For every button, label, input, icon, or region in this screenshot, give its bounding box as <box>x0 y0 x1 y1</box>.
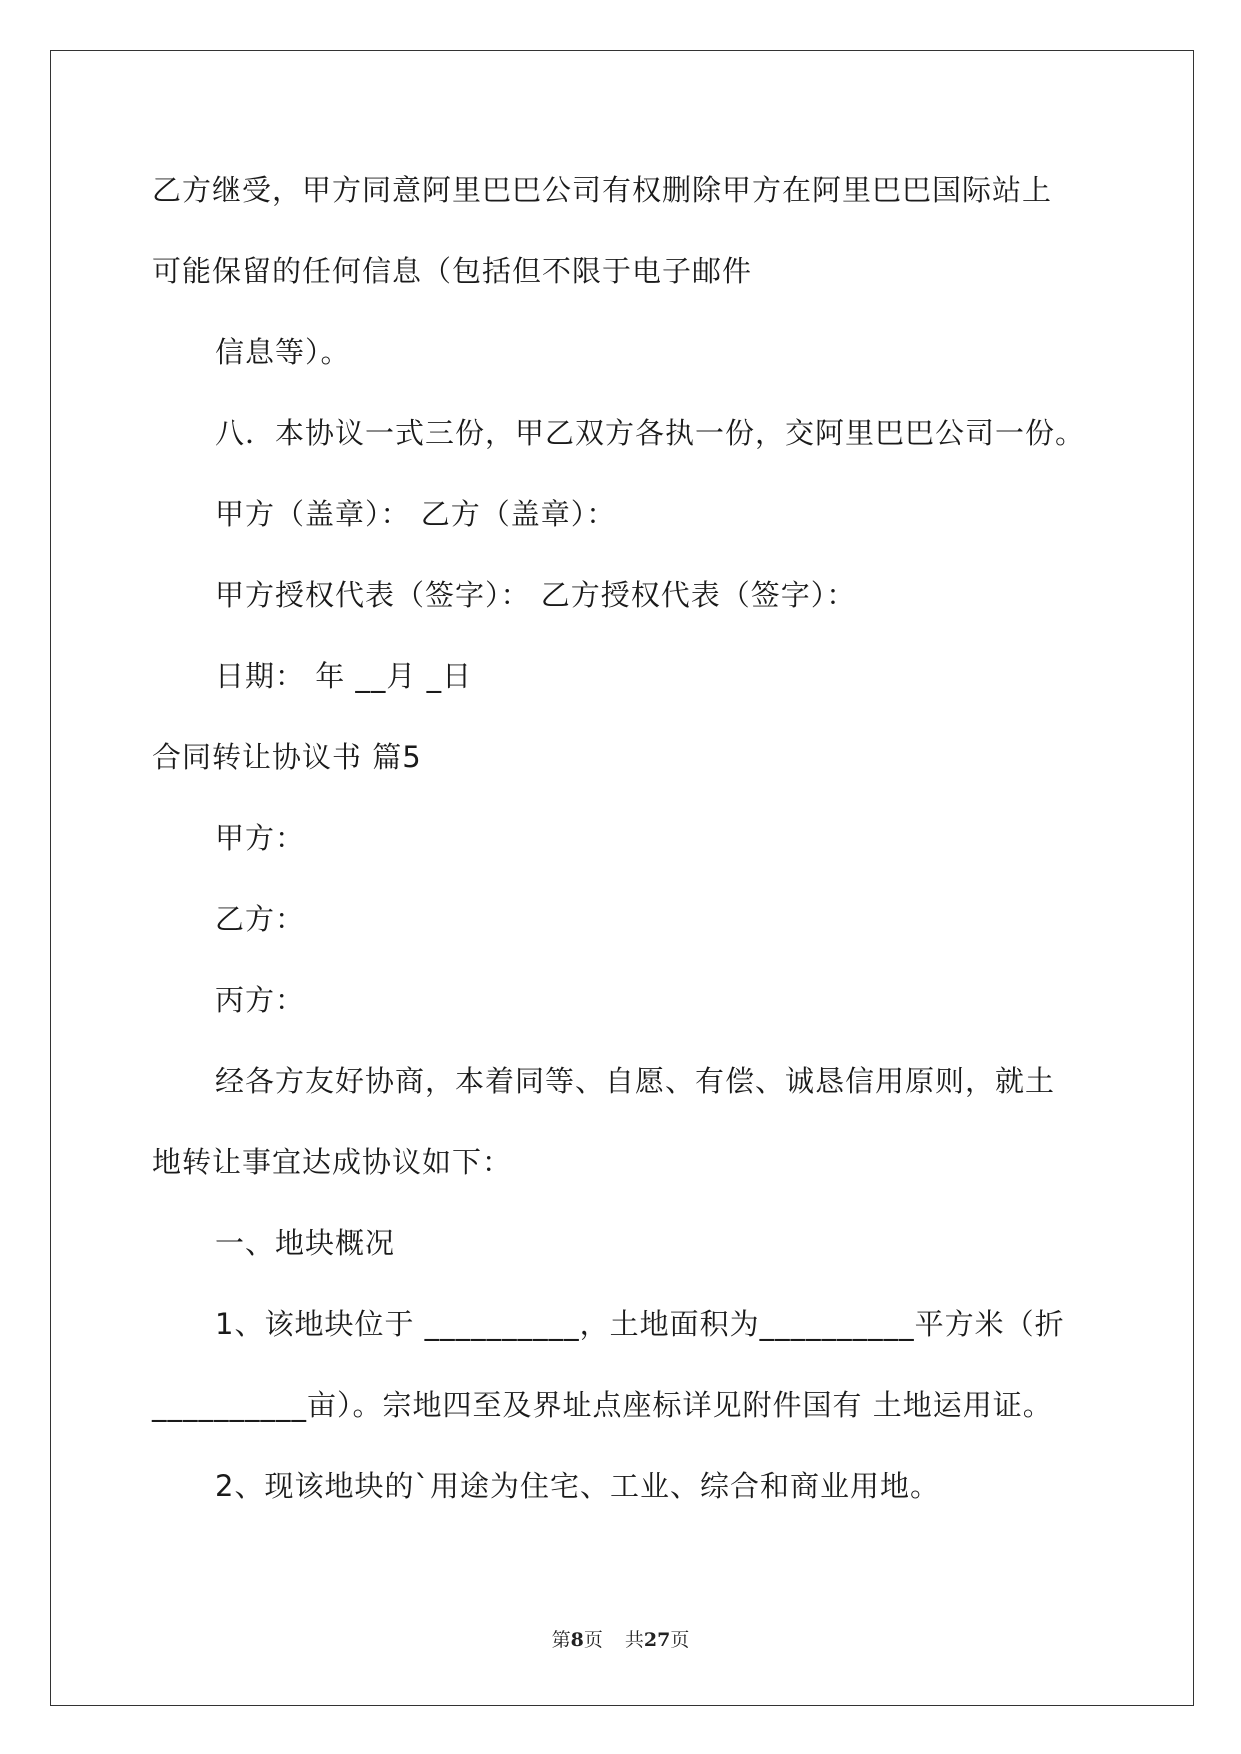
text-line: __________亩）。宗地四至及界址点座标详见附件国有 土地运用证。 <box>152 1388 1053 1422</box>
footer-prefix: 第 <box>551 1629 571 1651</box>
footer-total-pages: 27 <box>643 1629 671 1651</box>
party-c-line: 丙方： <box>215 983 306 1017</box>
text-line: 地转让事宜达成协议如下： <box>152 1145 513 1179</box>
page-footer <box>0 1628 1241 1652</box>
footer-total-prefix: 共 <box>624 1629 644 1651</box>
text-line: 信息等）。 <box>215 335 351 369</box>
text-line: 可能保留的任何信息（包括但不限于电子邮件 <box>152 254 753 288</box>
party-b-line: 乙方： <box>215 902 306 936</box>
section-heading: 合同转让协议书 篇5 <box>152 740 422 774</box>
signature-seal-line: 甲方（盖章）： 乙方（盖章）： <box>215 497 617 531</box>
footer-page-unit: 页 <box>583 1629 603 1651</box>
footer-page-number: 8 <box>570 1629 584 1651</box>
footer-total-unit: 页 <box>670 1629 690 1651</box>
text-line: 2、现该地块的`用途为住宅、工业、综合和商业用地。 <box>215 1469 940 1503</box>
text-line: 乙方继受，甲方同意阿里巴巴公司有权删除甲方在阿里巴巴国际站上 <box>152 173 1053 207</box>
text-line: 经各方友好协商，本着同等、自愿、有偿、诚恳信用原则，就土 <box>215 1064 1056 1098</box>
party-a-line: 甲方： <box>215 821 306 855</box>
signature-representative-line: 甲方授权代表（签字）： 乙方授权代表（签字）： <box>215 578 857 612</box>
text-line: 八．本协议一式三份，甲乙双方各执一份，交阿里巴巴公司一份。 <box>215 416 1086 450</box>
date-line: 日期： 年 __月 _日 <box>215 659 473 693</box>
page-border <box>50 50 1194 1706</box>
subsection-heading: 一、地块概况 <box>215 1226 396 1260</box>
text-line: 1、该地块位于 __________，土地面积为__________平方米（折 <box>215 1307 1065 1341</box>
